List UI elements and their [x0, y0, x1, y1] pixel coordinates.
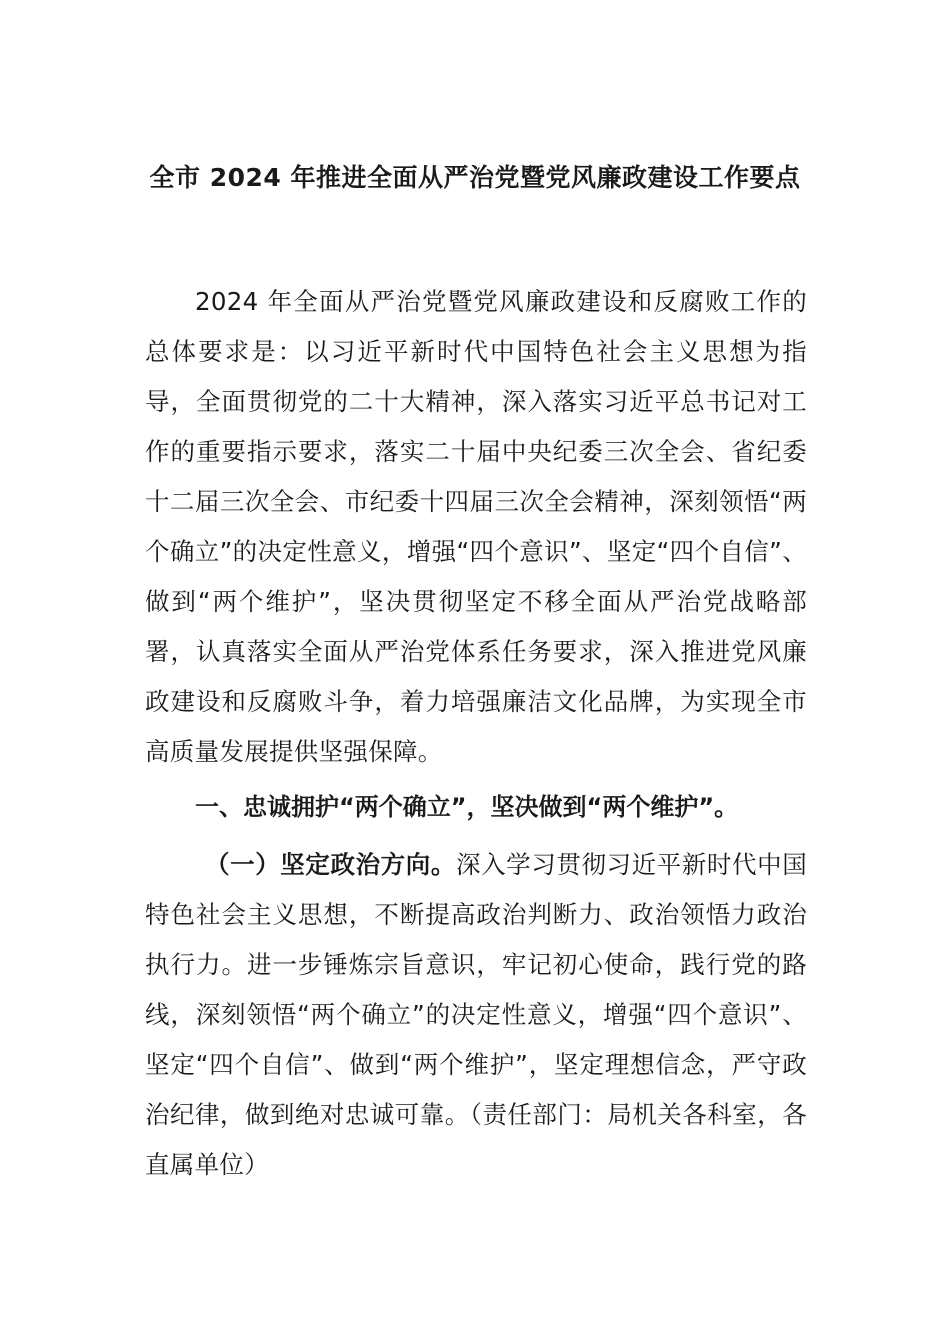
section-heading-1: 一、忠诚拥护“两个确立”，坚决做到“两个维护”。 [195, 793, 739, 821]
intro-paragraph: 2024 年全面从严治党暨党风廉政建设和反腐败工作的总体要求是：以习近平新时代中国特色社会主义思想为指导，全面贯彻党的二十大精神，深入落实习近平总书记对工作的重要指示要求，落实二十届中央纪委三次全会、省纪委十二届三次全会、市纪委十四届三次全会精神，深刻领悟“两个确立”的决定性意义，增强“四个意识”、坚定“四个自信”、做到“两个维护”，坚决贯彻坚定不移全面从严治党战略部署，认真落实全面从严治党体系任务要求，深入推进党风廉政建设和反腐败斗争，着力培强廉洁文化品牌，为实现全市高质量发展提供坚强保障。 [145, 287, 807, 766]
item-lead-1: （一）坚定政治方向。 [205, 850, 456, 879]
document-title: 全市 2024 年推进全面从严治党暨党风廉政建设工作要点 [149, 163, 801, 192]
item-body-1: 深入学习贯彻习近平新时代中国特色社会主义思想，不断提高政治判断力、政治领悟力政治执行力。进一步锤炼宗旨意识，牢记初心使命，践行党的路线，深刻领悟“两个确立”的决定性意义，增强“四个意识”、坚定“四个自信”、做到“两个维护”，坚定理想信念，严守政治纪律，做到绝对忠诚可靠。（责任部门：局机关各科室，各直属单位） [145, 850, 808, 1179]
item-paragraph-1 [145, 840, 807, 1190]
